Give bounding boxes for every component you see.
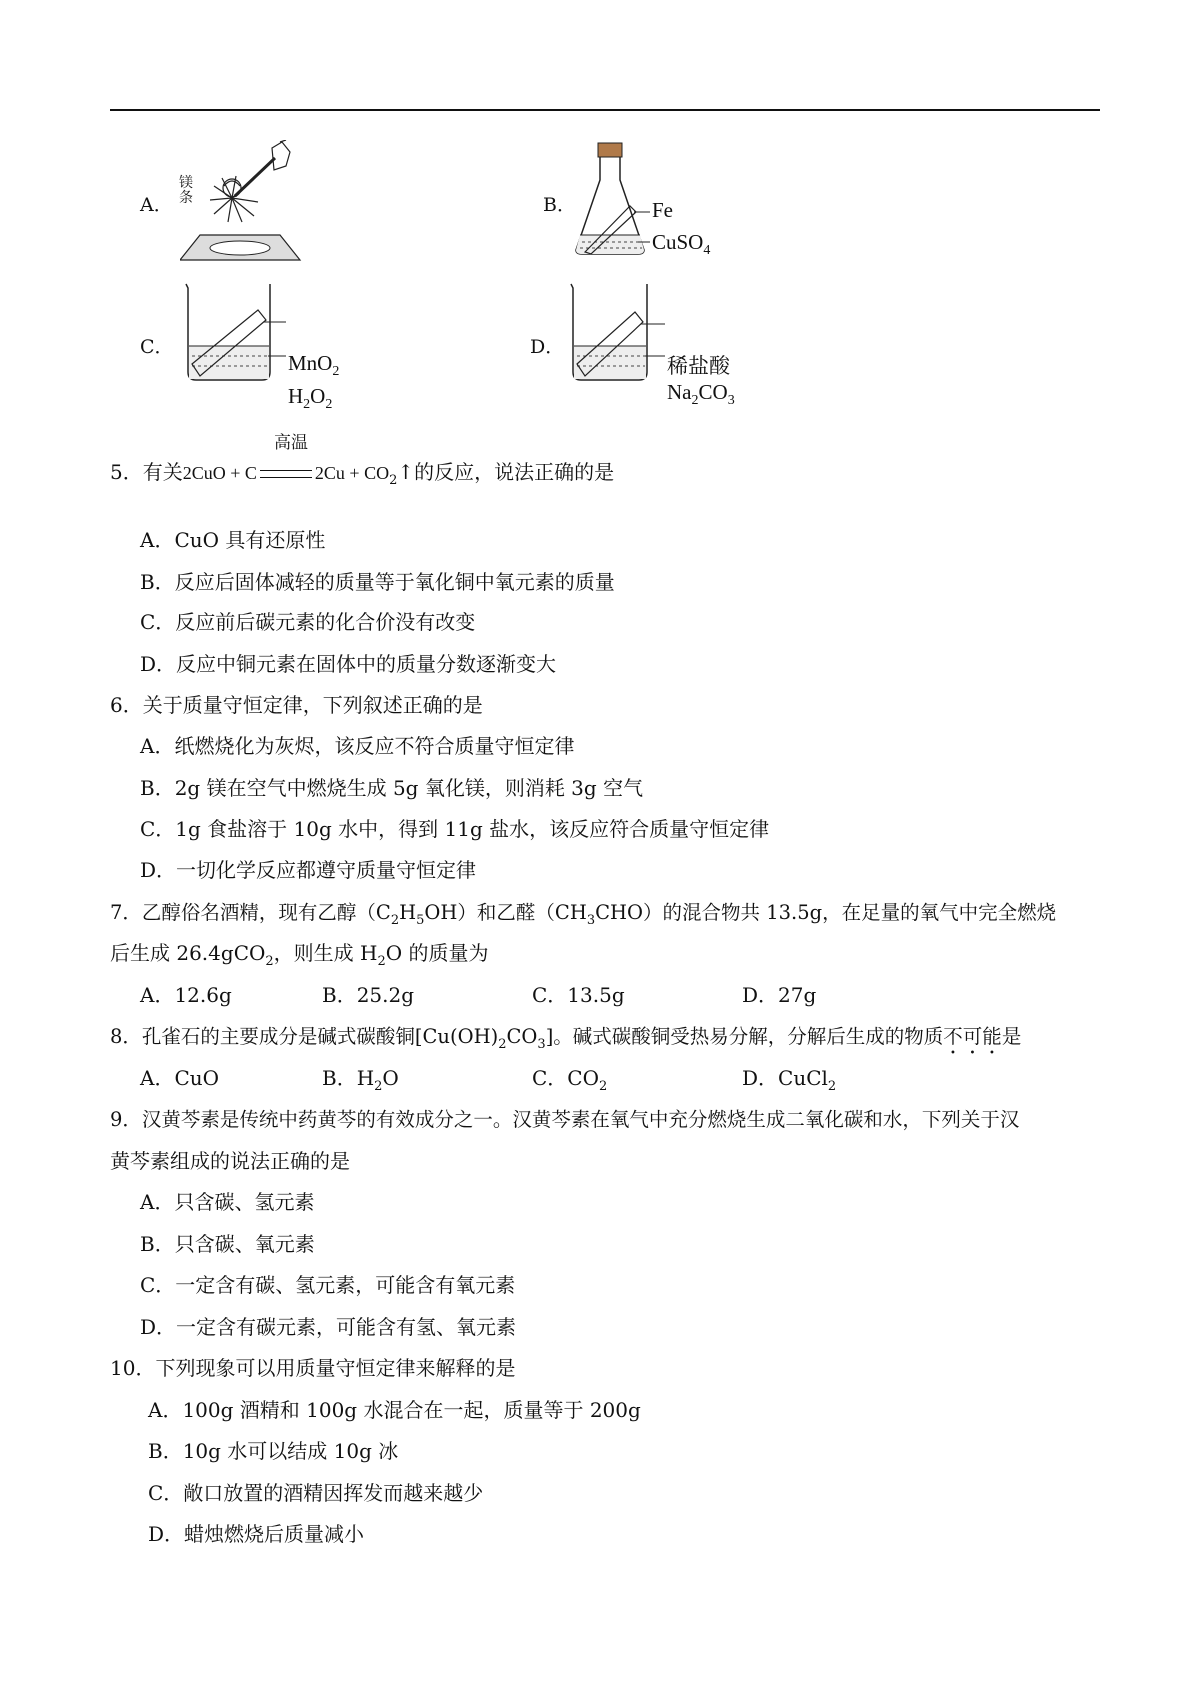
q8-option-c: C．$CO_2$ (532, 1066, 608, 1094)
q5-option-d: D．反应中铜元素在固体中的质量分数逐渐变大 (140, 652, 557, 676)
q7-option-a: A．12.6g (140, 983, 232, 1007)
q10-option-c: C．敞口放置的酒精因挥发而越来越少 (148, 1481, 484, 1505)
question-7-line2: 后生成 26.4gCO$_2$，则生成 $H_2O$ 的质量为 (110, 941, 489, 969)
magnesium-burning-illustration (180, 140, 310, 280)
magnesium-strip-label: 镁 条 (179, 175, 193, 206)
option-d-letter: D． (530, 336, 565, 358)
fe-label: Fe (652, 198, 673, 222)
q10-option-d: D．蜡烛燃烧后质量减小 (148, 1522, 365, 1546)
question-8-stem: 8．孔雀石的主要成分是碱式碳酸铜$[Cu(OH)_2CO_3]$。碱式碳酸铜受热易分解，分解后生成的物质不可能是 (110, 1025, 1022, 1052)
q9-option-c: C．一定含有碳、氢元素，可能含有氧元素 (140, 1273, 516, 1297)
q5-option-b: B．反应后固体减轻的质量等于氧化铜中氧元素的质量 (140, 570, 615, 594)
beaker-c-illustration (180, 280, 290, 385)
na2co3-label: $Na_2CO_3$ (667, 380, 735, 409)
q9-option-a: A．只含碳、氢元素 (140, 1190, 315, 1214)
q7-option-b: B．25.2g (322, 983, 415, 1007)
q10-option-a: A．100g 酒精和 100g 水混合在一起，质量等于 200g (148, 1398, 641, 1422)
hcl-label: 稀盐酸 (667, 354, 730, 378)
question4-figures (0, 140, 1200, 440)
option-c-letter: C． (140, 336, 174, 358)
q7-option-c: C．13.5g (532, 983, 625, 1007)
question-9-line1: 9．汉黄芩素是传统中药黄芩的有效成分之一。汉黄芩素在氧气中充分燃烧生成二氧化碳和水，下列关于汉 (110, 1108, 1020, 1131)
q8-option-b: B．$H_2O$ (322, 1066, 399, 1094)
question-7-line1: 7．乙醇俗名酒精，现有乙醇$(C_2H_5OH)$和乙醛$(CH_3CHO)$的混合物共 13.5g，在足量的氧气中完全燃烧 (110, 901, 1057, 928)
q5-option-c: C．反应前后碳元素的化合价没有改变 (140, 610, 476, 634)
h2o2-label: $H_2O_2$ (288, 384, 333, 413)
header-rule (110, 109, 1100, 111)
q5-option-a: A．CuO 具有还原性 (140, 528, 326, 552)
double-bond-equals (260, 470, 312, 478)
option-b-letter: B． (543, 194, 576, 216)
emphasis-text: 不可能 (943, 1025, 1002, 1048)
q8-option-a: A．CuO (140, 1066, 220, 1090)
q9-option-d: D．一定含有碳元素，可能含有氢、氧元素 (140, 1315, 517, 1339)
option-a-letter: A． (140, 194, 173, 216)
question-9-line2: 黄芩素组成的说法正确的是 (110, 1149, 350, 1173)
q8-option-d: D．CuCl$_2$ (742, 1066, 837, 1094)
q10-option-b: B．10g 水可以结成 10g 冰 (148, 1439, 399, 1463)
q7-option-d: D．27g (742, 983, 817, 1007)
q6-option-c: C．1g 食盐溶于 10g 水中，得到 11g 盐水，该反应符合质量守恒定律 (140, 817, 770, 841)
flask-illustration (570, 140, 650, 265)
q9-option-b: B．只含碳、氧元素 (140, 1232, 315, 1256)
q6-option-d: D．一切化学反应都遵守质量守恒定律 (140, 858, 477, 882)
q6-option-b: B．2g 镁在空气中燃烧生成 5g 氧化镁，则消耗 3g 空气 (140, 776, 644, 800)
mno2-label: MnO$_2$ (288, 351, 340, 380)
question-6-stem: 6．关于质量守恒定律，下列叙述正确的是 (110, 693, 483, 717)
beaker-d-illustration (567, 280, 677, 385)
reaction-condition: 高温 (274, 433, 308, 453)
cuso4-label: CuSO$_4$ (652, 230, 711, 259)
question-5-stem: 5．有关2CuO + C $2Cu + CO_2↑$的反应，说法正确的是 (110, 460, 615, 488)
q6-option-a: A．纸燃烧化为灰烬，该反应不符合质量守恒定律 (140, 734, 575, 758)
question-10-stem: 10．下列现象可以用质量守恒定律来解释的是 (110, 1356, 516, 1380)
